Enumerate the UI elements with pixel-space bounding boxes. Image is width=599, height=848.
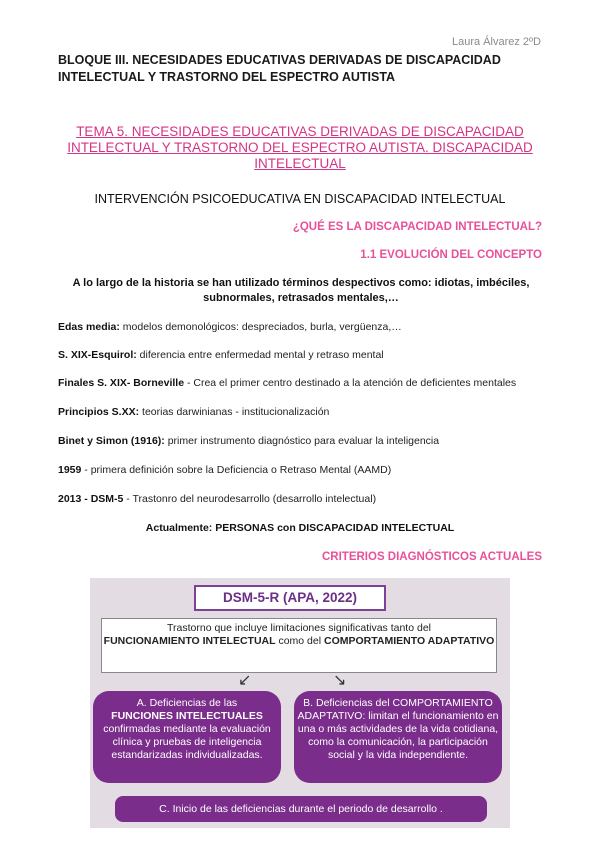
tema-title: TEMA 5. NECESIDADES EDUCATIVAS DERIVADAS DE DISCAPACIDAD INTELECTUAL Y TRASTORNO DEL ESPECTRO AUTISTA. DISCAPACIDAD INTELECTUAL [67,124,533,171]
criterion-b-rest: limitan el funcionamiento en una o más actividades de la vida cotidiana, como la comunicación, la participación social y la vida independiente. [297,710,499,761]
intervention-title: INTERVENCIÓN PSICOEDUCATIVA EN DISCAPACIDAD INTELECTUAL [94,192,506,206]
definition-box [101,618,497,673]
timeline-desc: - Trastonro del neurodesarrollo (desarrollo intelectual) [123,493,377,505]
timeline-desc: modelos demonológicos: despreciados, burla, vergüenza,… [119,321,402,333]
timeline-term: 1959 [58,464,82,476]
criterion-a-bold: FUNCIONES INTELECTUALES [111,710,263,722]
timeline-desc: primer instrumento diagnóstico para evaluar la inteligencia [164,435,440,447]
timeline-term: S. XIX-Esquirol: [58,349,137,361]
dsm-diagram [90,578,510,828]
author-name: Laura Álvarez 2ºD [451,36,541,48]
criterion-a-line: A. Deficiencias de las [136,697,238,709]
timeline-term: Edas media: [58,321,120,333]
definition-line [102,635,496,648]
section-heading: 1.1 EVOLUCIÓN DEL CONCEPTO [360,249,542,261]
timeline-item [58,493,558,505]
timeline-item [58,349,558,361]
timeline-desc: teorias darwinianas - institucionalización [139,406,330,418]
block-title: BLOQUE III. NECESIDADES EDUCATIVAS DERIVADAS DE DISCAPACIDAD INTELECTUAL Y TRASTORNO DEL ESPECTRO AUTISTA [58,53,501,84]
currently-line [58,522,542,534]
timeline-item [58,377,558,389]
criteria-heading: CRITERIOS DIAGNÓSTICOS ACTUALES [322,551,542,563]
arrow-down-right-icon: ↘ [333,672,347,689]
timeline-item [58,464,558,476]
criterion-a-rest: confirmadas mediante la evaluación clínica y pruebas de inteligencia estandarizadas individualizadas. [103,723,271,761]
timeline-item [58,435,558,447]
definition-bold: FUNCIONAMIENTO INTELECTUAL [103,635,276,647]
intro-paragraph: A lo largo de la historia se han utilizado términos despectivos como: idiotas, imbéciles, subnormales, retrasados mentales,… [72,277,530,304]
currently-rest: PERSONAS con DISCAPACIDAD INTELECTUAL [215,522,455,534]
definition-bold: COMPORTAMIENTO ADAPTATIVO [324,635,495,647]
definition-line: Trastorno que incluye limitaciones significativas tanto del [167,622,431,634]
diagram-title: DSM-5-R (APA, 2022) [194,585,386,611]
criterion-b-bold: B. Deficiencias del COMPORTAMIENTO ADAPTATIVO: [297,697,493,722]
timeline-item [58,321,558,333]
timeline-desc: diferencia entre enfermedad mental y retraso mental [136,349,384,361]
timeline-term: Principios S.XX: [58,406,140,418]
arrow-down-left-icon: ↙ [238,672,252,689]
criterion-c-box: C. Inicio de las deficiencias durante el periodo de desarrollo . [115,796,487,822]
timeline-term: 2013 - DSM-5 [58,493,124,505]
timeline-desc: - Crea el primer centro destinado a la atención de deficientes mentales [184,377,517,389]
criterion-b-box [294,691,502,783]
criterion-a-box [93,691,281,783]
timeline-item [58,406,558,418]
timeline-term: Finales S. XIX- Borneville [58,377,185,389]
definition-mid: como del [275,635,324,647]
question-heading: ¿QUÉ ES LA DISCAPACIDAD INTELECTUAL? [292,221,542,233]
timeline-desc: - primera definición sobre la Deficiencia o Retraso Mental (AAMD) [81,464,392,476]
currently-prefix: Actualmente: [145,522,216,534]
timeline-term: Binet y Simon (1916): [58,435,165,447]
